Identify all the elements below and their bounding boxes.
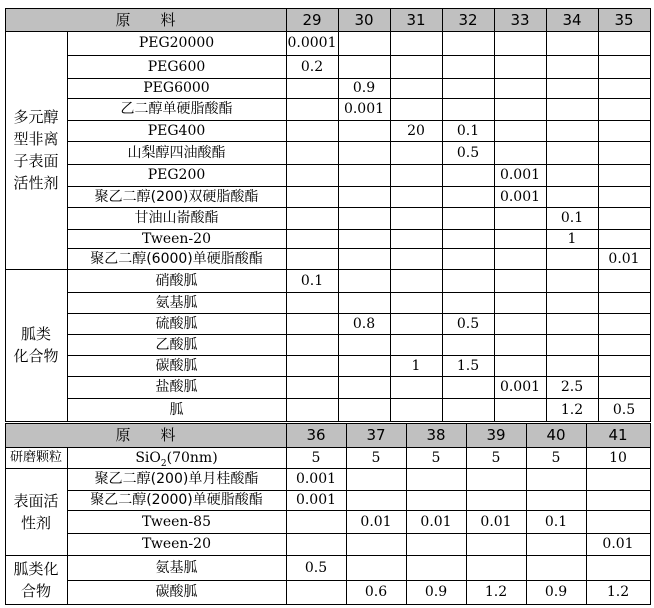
table1-row-name: 甘油山嵛酸酯: [134, 210, 219, 226]
grid-line: [5, 423, 651, 424]
table1-row-name: PEG400: [147, 122, 206, 139]
table2-cell-value: 0.9: [544, 584, 568, 600]
grid-line: [67, 55, 651, 56]
grid-line: [67, 355, 651, 356]
grid-line: [67, 580, 651, 581]
table1-row-name: PEG600: [147, 58, 206, 75]
table1-row-name: 碳酸胍: [155, 357, 198, 374]
grid-line: [5, 31, 651, 32]
table1-cell-value: 0.1: [300, 272, 324, 289]
table2-row-name: 聚乙二醇(200)单月桂酸酯: [94, 471, 259, 487]
table2-category-label: [5, 558, 67, 602]
table1-category-label: [5, 323, 67, 367]
table1-cell-value: 0.2: [300, 58, 324, 75]
grid-line: [67, 98, 651, 99]
table1-row-name: Tween-20: [142, 230, 211, 247]
grid-line: [5, 555, 651, 556]
table1-column-header: 30: [354, 10, 374, 29]
table2-column-header: 41: [608, 426, 628, 444]
grid-line: [67, 292, 651, 293]
category-line: 合物: [20, 581, 51, 600]
category-line: 胍类化: [13, 559, 59, 578]
table2-cell-value: 5: [311, 449, 321, 466]
table2-cell-value: 0.01: [420, 513, 452, 530]
grid-line: [598, 8, 599, 422]
table1-header-label: 原 料: [115, 10, 176, 29]
table2-cell-value: 0.01: [480, 513, 512, 530]
formula-subscript: 2: [160, 458, 167, 469]
category-line: 表面活: [13, 491, 59, 510]
table1-category-label: [5, 106, 67, 194]
grid-line: [5, 8, 651, 9]
table1-row-name: 胍: [169, 401, 184, 418]
table1-column-header: 31: [406, 10, 426, 29]
table1-cell-value: 1: [411, 357, 421, 374]
table2-cell-value: 5: [491, 449, 501, 466]
table2-column-header: 36: [306, 426, 326, 444]
table1-cell-value: 0.0001: [287, 35, 337, 51]
table2-cell-value: 1.2: [484, 584, 508, 600]
table2-cell-value: 0.01: [602, 536, 634, 552]
table1-cell-value: 20: [407, 122, 425, 139]
grid-line: [67, 376, 651, 377]
table2-row-name: Tween-85: [142, 513, 211, 530]
grid-line: [650, 8, 651, 422]
table2-cell-value: 10: [609, 449, 627, 466]
table1-cell-value: 0.8: [352, 315, 376, 332]
table1-cell-value: 1.2: [560, 401, 584, 418]
table2-row-name: 聚乙二醇(2000)单硬脂酸酯: [90, 492, 263, 508]
table1-cell-value: 0.001: [499, 167, 541, 183]
category-line: 子表面: [13, 152, 59, 170]
table2-column-header: 39: [486, 426, 506, 444]
grid-line: [5, 447, 651, 448]
table1-cell-value: 0.5: [456, 315, 480, 332]
category-line: 研磨颗粒: [9, 449, 62, 465]
table1-row-name: 山梨醇四油酸酯: [127, 144, 226, 161]
table1-column-header: 29: [302, 10, 322, 29]
table1-cell-value: 0.1: [560, 210, 584, 226]
table1-row-name: 聚乙二醇(6000)单硬脂酸酯: [90, 250, 263, 267]
table2-column-header: 40: [546, 426, 566, 444]
table1-cell-value: 0.001: [343, 101, 385, 117]
table2-cell-value: 0.001: [295, 471, 337, 487]
table2-column-header: 37: [366, 426, 386, 444]
table2-category-label: [5, 490, 67, 534]
table1-cell-value: 0.01: [608, 250, 640, 267]
table2-row-name: 氨基胍: [155, 559, 198, 576]
grid-line: [67, 141, 651, 142]
table2-row-name: Tween-20: [142, 536, 211, 552]
table2-cell-value: 0.01: [360, 513, 392, 530]
table2-header-label: 原 料: [115, 426, 176, 444]
grid-line: [67, 490, 651, 491]
table1-row-name: 乙二醇单硬脂酸酯: [120, 101, 233, 117]
grid-line: [5, 604, 651, 605]
table2-cell-value: 1.2: [606, 584, 630, 600]
formula-suffix: (70nm): [166, 449, 218, 466]
grid-line: [650, 423, 651, 605]
grid-line: [67, 248, 651, 249]
grid-line: [338, 8, 339, 422]
table2-cell-value: 0.9: [424, 584, 448, 600]
table2-row-name: 碳酸胍: [155, 584, 198, 600]
grid-line: [67, 533, 651, 534]
table2-cell-value: 0.001: [295, 492, 337, 508]
table1-cell-value: 0.5: [456, 144, 480, 161]
category-line: 化合物: [13, 347, 59, 365]
table1-cell-value: 0.001: [499, 379, 541, 395]
table2-cell-value: 5: [371, 449, 381, 466]
grid-line: [494, 8, 495, 422]
table2-row-name: [67, 450, 286, 472]
table1-row-name: 盐酸胍: [155, 379, 198, 395]
table1-row-name: PEG20000: [138, 35, 215, 51]
table1-column-header: 35: [614, 10, 634, 29]
table1-row-name: PEG6000: [143, 80, 210, 96]
grid-line: [67, 313, 651, 314]
table1-cell-value: 0.9: [352, 80, 376, 96]
grid-line: [67, 78, 651, 79]
table1-row-name: 乙酸胍: [155, 336, 198, 353]
table2-category-label: [5, 450, 67, 466]
table2-cell-value: 0.6: [364, 584, 388, 600]
table2-cell-value: 0.5: [304, 559, 328, 576]
table1-row-name: 硝酸胍: [155, 272, 198, 289]
table1-column-header: 32: [458, 10, 478, 29]
table2-column-header: 38: [426, 426, 446, 444]
grid-line: [67, 207, 651, 208]
grid-line: [67, 186, 651, 187]
grid-line: [67, 398, 651, 399]
table2-cell-value: 0.1: [544, 513, 568, 530]
table1-row-name: 氨基胍: [155, 294, 198, 311]
table1-cell-value: 0.1: [456, 122, 480, 139]
grid-line: [5, 421, 651, 422]
table1-row-name: PEG200: [147, 167, 206, 183]
category-line: 型非离: [13, 130, 59, 148]
table1-cell-value: 0.5: [612, 401, 636, 418]
grid-line: [67, 510, 651, 511]
formula-prefix: SiO: [135, 449, 161, 466]
grid-line: [67, 164, 651, 165]
grid-line: [67, 120, 651, 121]
table1-cell-value: 1: [567, 230, 577, 247]
grid-line: [5, 269, 651, 270]
table2-cell-value: 5: [551, 449, 561, 466]
table1-cell-value: 2.5: [560, 379, 584, 395]
table1-row-name: 聚乙二醇(200)双硬脂酸酯: [94, 188, 259, 205]
category-line: 胍类: [20, 325, 51, 343]
category-line: 活性剂: [13, 174, 59, 192]
category-line: 性剂: [20, 513, 51, 532]
table2-cell-value: 5: [431, 449, 441, 466]
table1-cell-value: 0.001: [499, 188, 541, 205]
table1-column-header: 33: [510, 10, 530, 29]
category-line: 多元醇: [13, 108, 59, 126]
table1-row-name: 硫酸胍: [155, 315, 198, 332]
table1-cell-value: 1.5: [456, 357, 480, 374]
grid-line: [67, 334, 651, 335]
table1-column-header: 34: [562, 10, 582, 29]
